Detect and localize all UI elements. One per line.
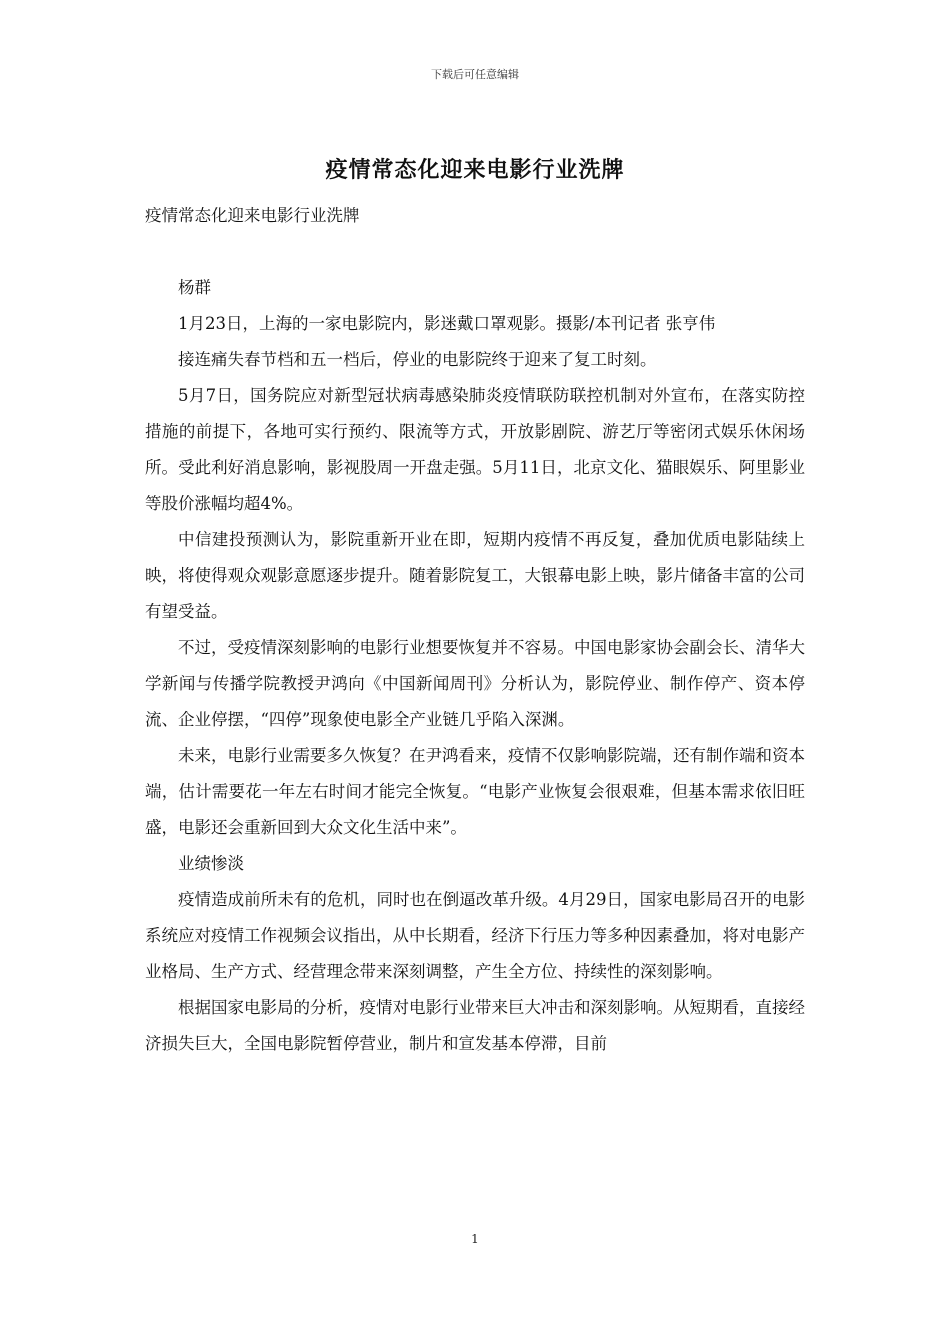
paragraph: 5月7日，国务院应对新型冠状病毒感染肺炎疫情联防联控机制对外宣布，在落实防控措施的前提下，各地可实行预约、限流等方式，开放影剧院、游艺厅等密闭式娱乐休闲场所。受此利好消息影响，影视股周一开盘走强。5月11日，北京文化、猫眼娱乐、阿里影业等股价涨幅均超4%。 (145, 386, 805, 513)
paragraph: 根据国家电影局的分析，疫情对电影行业带来巨大冲击和深刻影响。从短期看，直接经济损失巨大，全国电影院暂停营业，制片和宣发基本停滞，目前 (145, 998, 805, 1053)
paragraph-photo-caption: 1月23日，上海的一家电影院内，影迷戴口罩观影。摄影/本刊记者 张亨伟 (178, 314, 716, 333)
paragraph: 接连痛失春节档和五一档后，停业的电影院终于迎来了复工时刻。 (178, 350, 657, 369)
paragraph: 疫情造成前所未有的危机，同时也在倒逼改革升级。4月29日，国家电影局召开的电影系统应对疫情工作视频会议指出，从中长期看，经济下行压力等多种因素叠加，将对电影产业格局、生产方式、经营理念带来深刻调整，产生全方位、持续性的深刻影响。 (145, 890, 805, 981)
author-line: 杨群 (178, 278, 211, 297)
paragraph: 未来，电影行业需要多久恢复？在尹鸿看来，疫情不仅影响影院端，还有制作端和资本端，估计需要花一年左右时间才能完全恢复。“电影产业恢复会很艰难，但基本需求依旧旺盛，电影还会重新回到大众文化生活中来”。 (145, 746, 805, 837)
document-body (145, 198, 805, 1062)
document-subtitle: 疫情常态化迎来电影行业洗牌 (145, 206, 360, 225)
section-heading: 业绩惨淡 (178, 854, 244, 873)
blank-line (145, 234, 805, 270)
page-number: 1 (471, 1232, 479, 1246)
document-title: 疫情常态化迎来电影行业洗牌 (325, 158, 625, 183)
paragraph: 不过，受疫情深刻影响的电影行业想要恢复并不容易。中国电影家协会副会长、清华大学新闻与传播学院教授尹鸿向《中国新闻周刊》分析认为，影院停业、制作停产、资本停流、企业停摆，“四停”现象使电影全产业链几乎陷入深渊。 (145, 638, 805, 729)
header-note: 下载后可任意编辑 (431, 68, 519, 81)
paragraph: 中信建投预测认为，影院重新开业在即，短期内疫情不再反复，叠加优质电影陆续上映，将使得观众观影意愿逐步提升。随着影院复工，大银幕电影上映，影片储备丰富的公司有望受益。 (145, 530, 805, 621)
